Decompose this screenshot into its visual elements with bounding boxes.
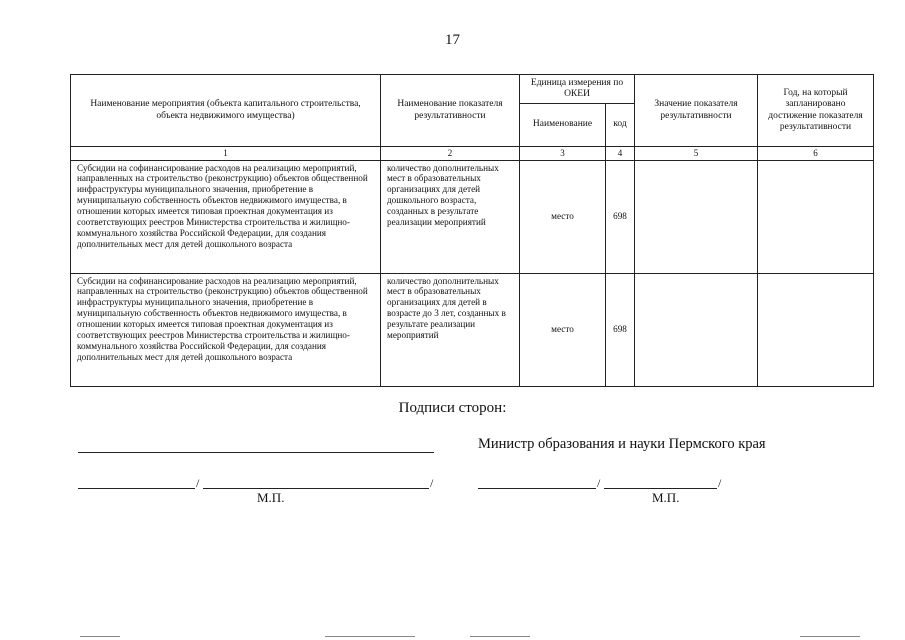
scan-edge-line <box>325 636 415 637</box>
table-row <box>71 273 874 386</box>
right-stamp-label: М.П. <box>652 490 680 505</box>
column-number: 1 <box>71 147 381 161</box>
scan-edge-line <box>470 636 530 637</box>
right-name-line <box>604 488 717 489</box>
left-signature-line <box>78 488 195 489</box>
right-slash-end: / <box>718 476 722 490</box>
header-row <box>71 75 874 104</box>
value-cell <box>635 273 758 386</box>
header-unit-code: код <box>606 104 635 147</box>
header-unit-name: Наименование <box>520 104 606 147</box>
left-stamp-label: М.П. <box>257 490 285 505</box>
table-row <box>71 160 874 273</box>
indicators-table <box>70 74 874 387</box>
header-indicator-name: Наименование показателя результативности <box>381 75 520 147</box>
unit-name-cell: место <box>520 160 606 273</box>
event-cell: Субсидии на софинансирование расходов на реализацию мероприятий, направленных на строительство (реконструкцию) объектов общественной инфраструктуры муниципального значения, приобретение в муниципальную собственность объектов недвижимого имущества, в отношении которых имеется типовая проектная документация из соответствующих реестров Министерства строительства и жилищно-коммунального хозяйства Российской Федерации, для создания дополнительных мест для детей дошкольного возраста <box>71 273 381 386</box>
column-number: 2 <box>381 147 520 161</box>
header-unit-group: Единица измерения по ОКЕИ <box>520 75 635 104</box>
indicator-cell: количество дополнительных мест в образовательных организациях для детей в возрасте до 3 лет, созданных в результате реализации мероприятий <box>381 273 520 386</box>
left-name-line <box>203 488 429 489</box>
left-slash: / <box>196 476 200 490</box>
left-slash-end: / <box>430 476 434 490</box>
scan-edge-line <box>80 636 120 637</box>
column-number: 6 <box>758 147 874 161</box>
unit-code-cell: 698 <box>606 160 635 273</box>
year-cell <box>758 160 874 273</box>
column-number: 5 <box>635 147 758 161</box>
header-event-name: Наименование мероприятия (объекта капитального строительства, объекта недвижимого имущества) <box>71 75 381 147</box>
right-signature-line <box>478 488 596 489</box>
unit-code-cell: 698 <box>606 273 635 386</box>
header-indicator-value: Значение показателя результативности <box>635 75 758 147</box>
column-numbers-row <box>71 147 874 161</box>
right-party-name: Министр образования и науки Пермского края <box>478 436 766 452</box>
header-year: Год, на который запланировано достижение показателя результативности <box>758 75 874 147</box>
indicator-cell: количество дополнительных мест в образовательных организациях для детей дошкольного возраста, созданных в результате реализации мероприятий <box>381 160 520 273</box>
right-slash: / <box>597 476 601 490</box>
column-number: 4 <box>606 147 635 161</box>
year-cell <box>758 273 874 386</box>
value-cell <box>635 160 758 273</box>
unit-name-cell: место <box>520 273 606 386</box>
event-cell: Субсидии на софинансирование расходов на реализацию мероприятий, направленных на строительство (реконструкцию) объектов общественной инфраструктуры муниципального значения, приобретение в муниципальную собственность объектов недвижимого имущества, в отношении которых имеется типовая проектная документация из соответствующих реестров Министерства строительства и жилищно-коммунального хозяйства Российской Федерации, для создания дополнительных мест для детей дошкольного возраста <box>71 160 381 273</box>
page-number: 17 <box>445 32 460 48</box>
scan-edge-line <box>800 636 860 637</box>
left-party-name-line <box>78 452 434 453</box>
signatures-title: Подписи сторон: <box>398 400 507 416</box>
column-number: 3 <box>520 147 606 161</box>
